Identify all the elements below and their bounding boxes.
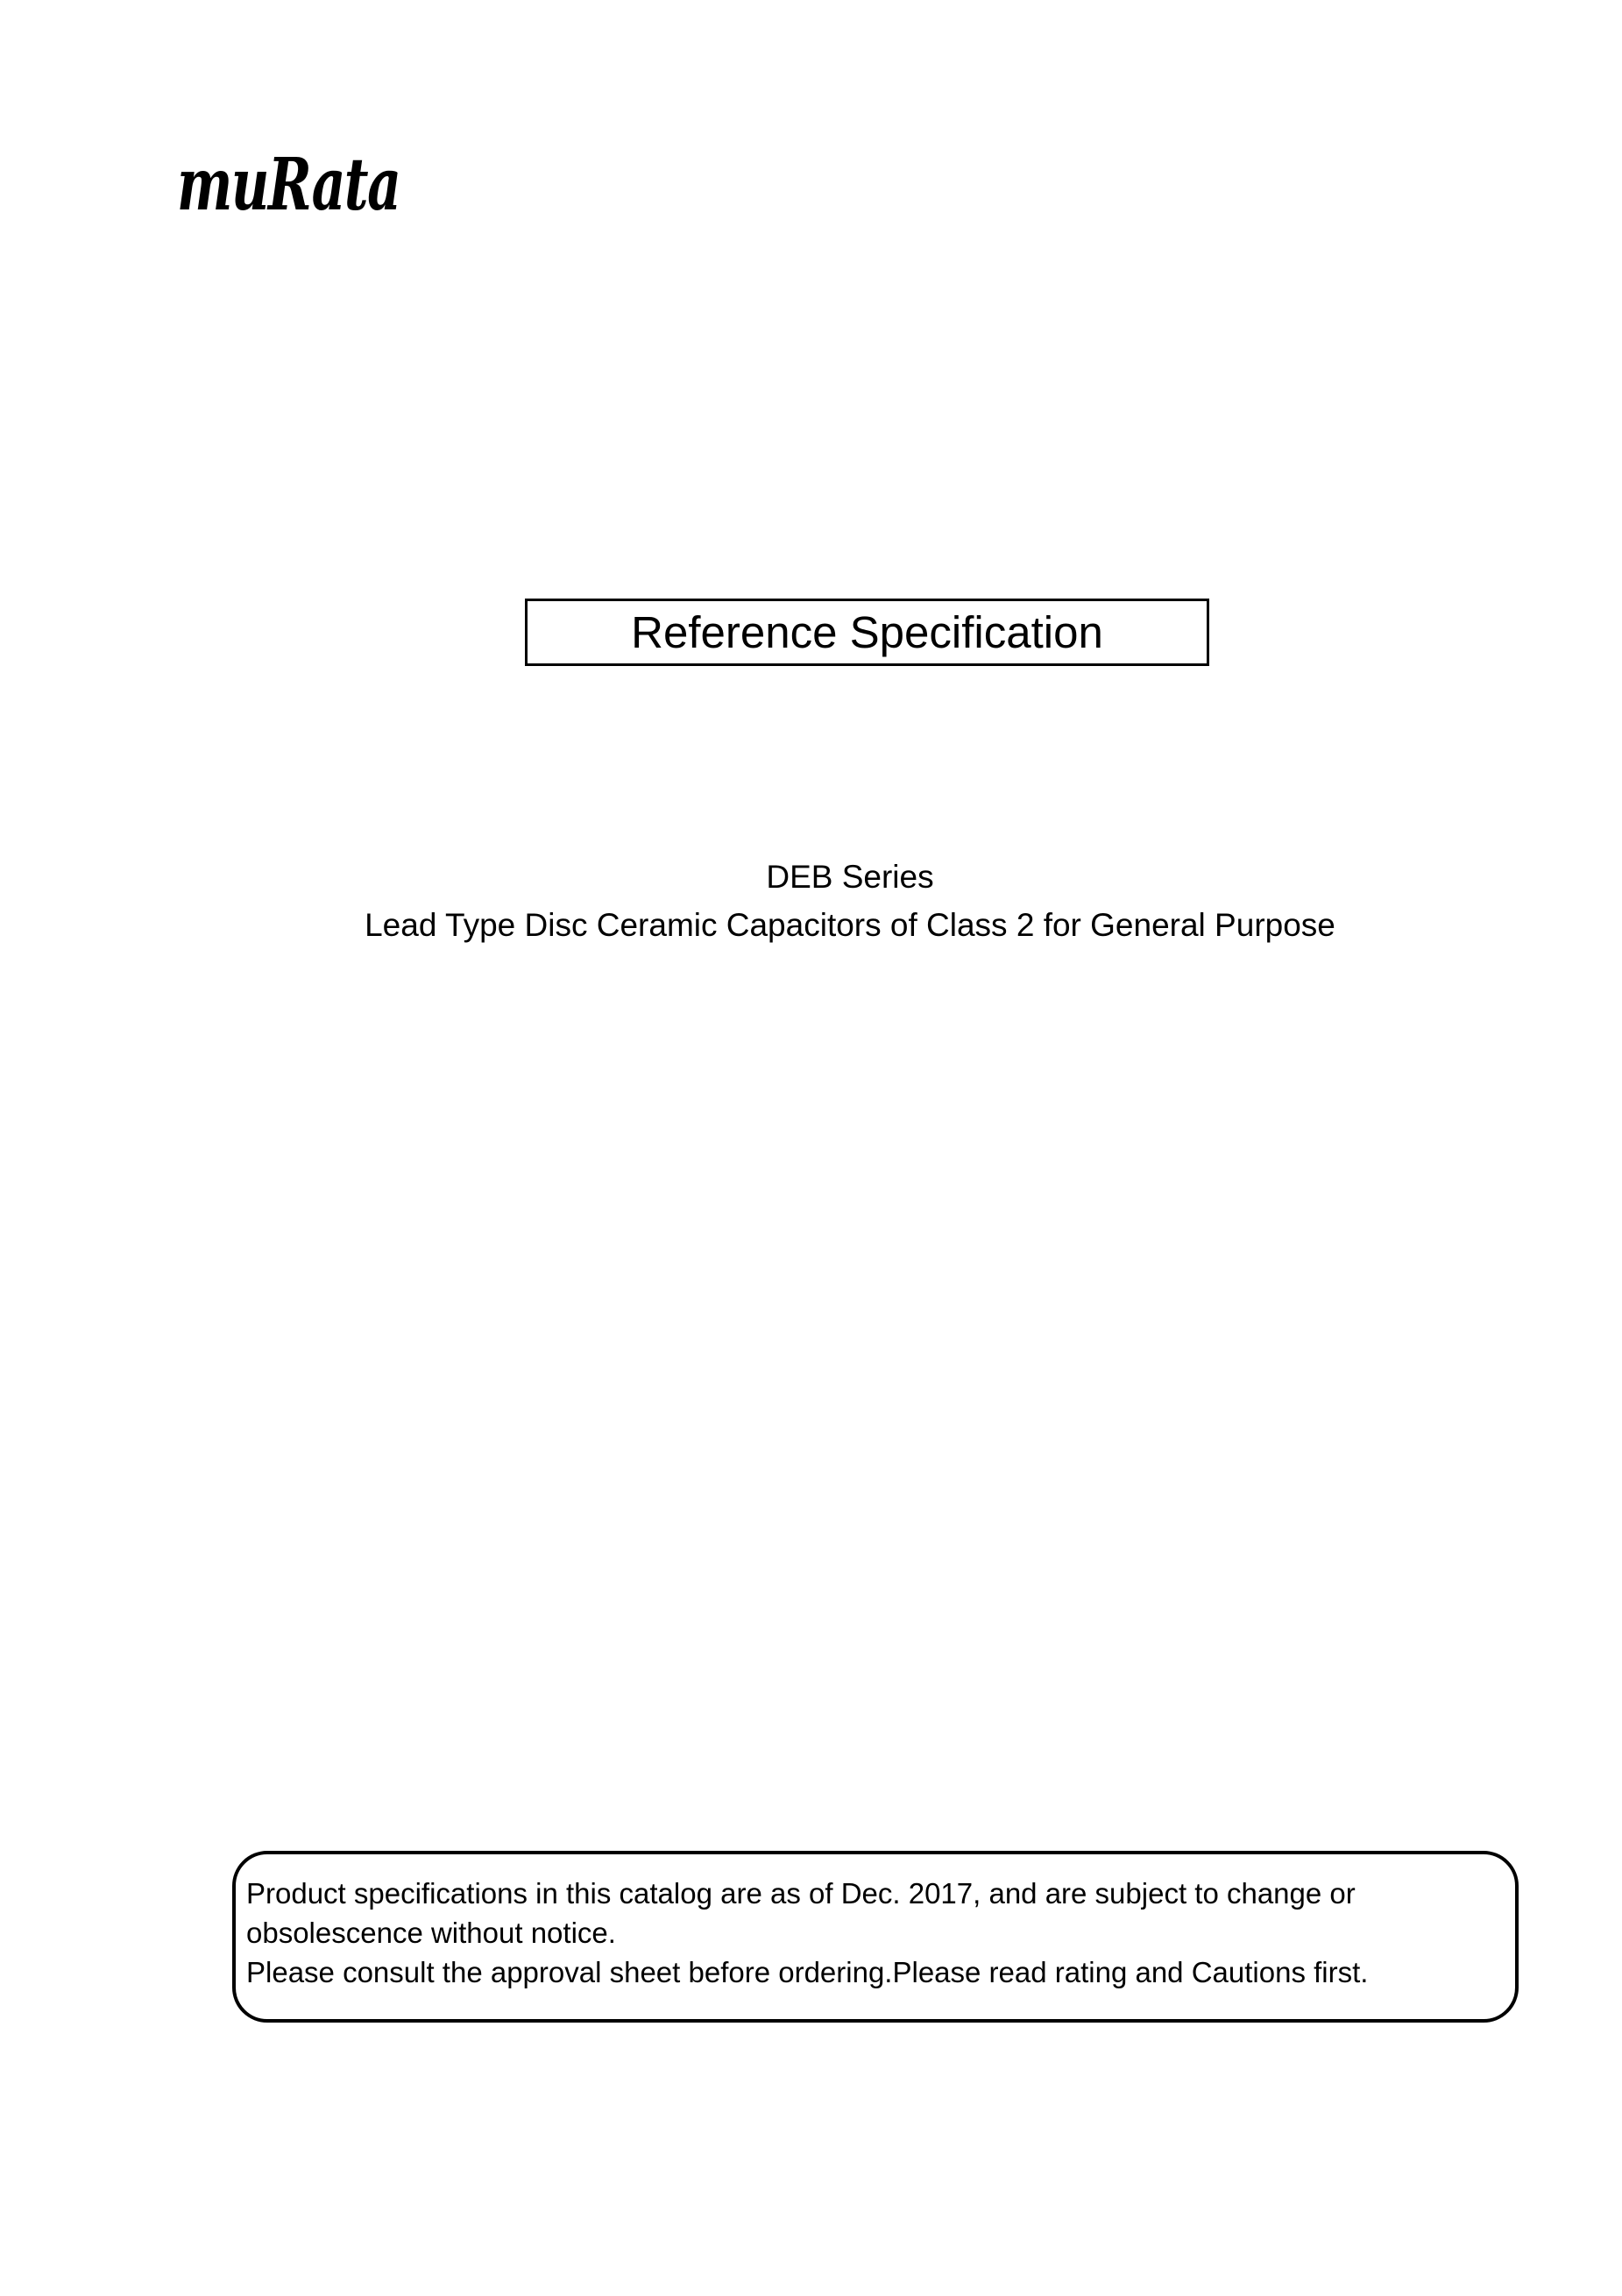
- murata-logo: muRata: [177, 143, 400, 227]
- series-description: Lead Type Disc Ceramic Capacitors of Class 2 for General Purpose: [365, 907, 1335, 943]
- disclaimer-line-2: obsolescence without notice.: [246, 1917, 616, 1949]
- series-title-block: [345, 853, 1355, 949]
- disclaimer-box: [232, 1851, 1519, 2023]
- series-name: DEB Series: [766, 859, 934, 895]
- disclaimer-line-1: Product specifications in this catalog are as of Dec. 2017, and are subject to change or: [246, 1877, 1356, 1910]
- reference-specification-box: [525, 599, 1209, 666]
- reference-specification-title: Reference Specification: [631, 607, 1103, 657]
- disclaimer-line-3: Please consult the approval sheet before ordering.Please read rating and Cautions first.: [246, 1956, 1369, 1988]
